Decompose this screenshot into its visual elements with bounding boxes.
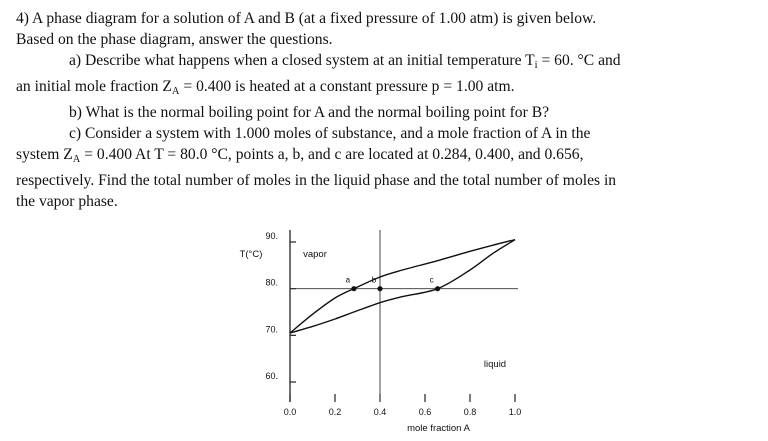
- part-a-line-1: [16, 50, 756, 76]
- x-tick-label: 0.6: [418, 407, 432, 417]
- point-label-c: c: [429, 275, 434, 285]
- part-a-text-3: an initial mole fraction Z: [16, 78, 172, 95]
- part-a-text-2: = 60. °C and: [537, 52, 621, 69]
- part-c-text-2: system Z: [16, 146, 73, 163]
- part-c-line-2: [16, 144, 756, 170]
- part-b: b) What is the normal boiling point for A and the normal boiling point for B?: [69, 104, 550, 121]
- region-label-vapor: vapor: [303, 249, 327, 260]
- region-label-liquid: liquid: [483, 359, 507, 370]
- part-c-line-3: respectively. Find the total number of moles in the liquid phase and the total number of moles in: [16, 172, 617, 189]
- phase-diagram-chart: [225, 222, 535, 437]
- x-tick-label: 1.0: [508, 407, 522, 417]
- problem-text: [16, 8, 756, 212]
- x-tick-label: 0.2: [328, 407, 342, 417]
- y-axis-label: T(°C): [239, 249, 263, 260]
- point-a: [351, 286, 356, 291]
- y-tick-label: 70.: [265, 324, 278, 335]
- point-label-b: b: [371, 275, 377, 285]
- part-c-sub-A: A: [72, 154, 81, 165]
- point-label-a: a: [345, 275, 351, 285]
- y-tick-label: 80.: [265, 277, 278, 288]
- point-c: [435, 286, 440, 291]
- x-tick-label: 0.4: [373, 407, 387, 417]
- x-axis-label: mole fraction A: [407, 423, 470, 434]
- intro-line-2: [16, 29, 756, 50]
- intro-line-2-text: Based on the phase diagram, answer the questions.: [16, 31, 333, 48]
- part-c-text-3: = 0.400 At T = 80.0 °C, points a, b, and c are located at 0.284, 0.400, and 0.656,: [80, 146, 584, 163]
- point-b: [377, 286, 382, 291]
- x-tick-label: 0.0: [283, 407, 297, 417]
- y-tick-label: 60.: [265, 371, 278, 381]
- part-a-text-4: = 0.400 is heated at a constant pressure p = 1.00 atm.: [179, 78, 515, 95]
- part-c-line-4: the vapor phase.: [16, 193, 118, 210]
- x-tick-label: 0.8: [463, 407, 477, 417]
- part-a-sub-i: i: [534, 60, 538, 71]
- part-c-line-1: c) Consider a system with 1.000 moles of substance, and a mole fraction of A in the: [69, 125, 591, 142]
- part-a-text-1: a) Describe what happens when a closed system at an initial temperature T: [69, 52, 535, 69]
- y-tick-label: 90.: [265, 231, 278, 241]
- part-a-sub-A: A: [171, 86, 180, 97]
- part-a-line-2: [16, 76, 756, 102]
- intro-line-1: 4) A phase diagram for a solution of A and B (at a fixed pressure of 1.00 atm) is given below.: [16, 10, 597, 27]
